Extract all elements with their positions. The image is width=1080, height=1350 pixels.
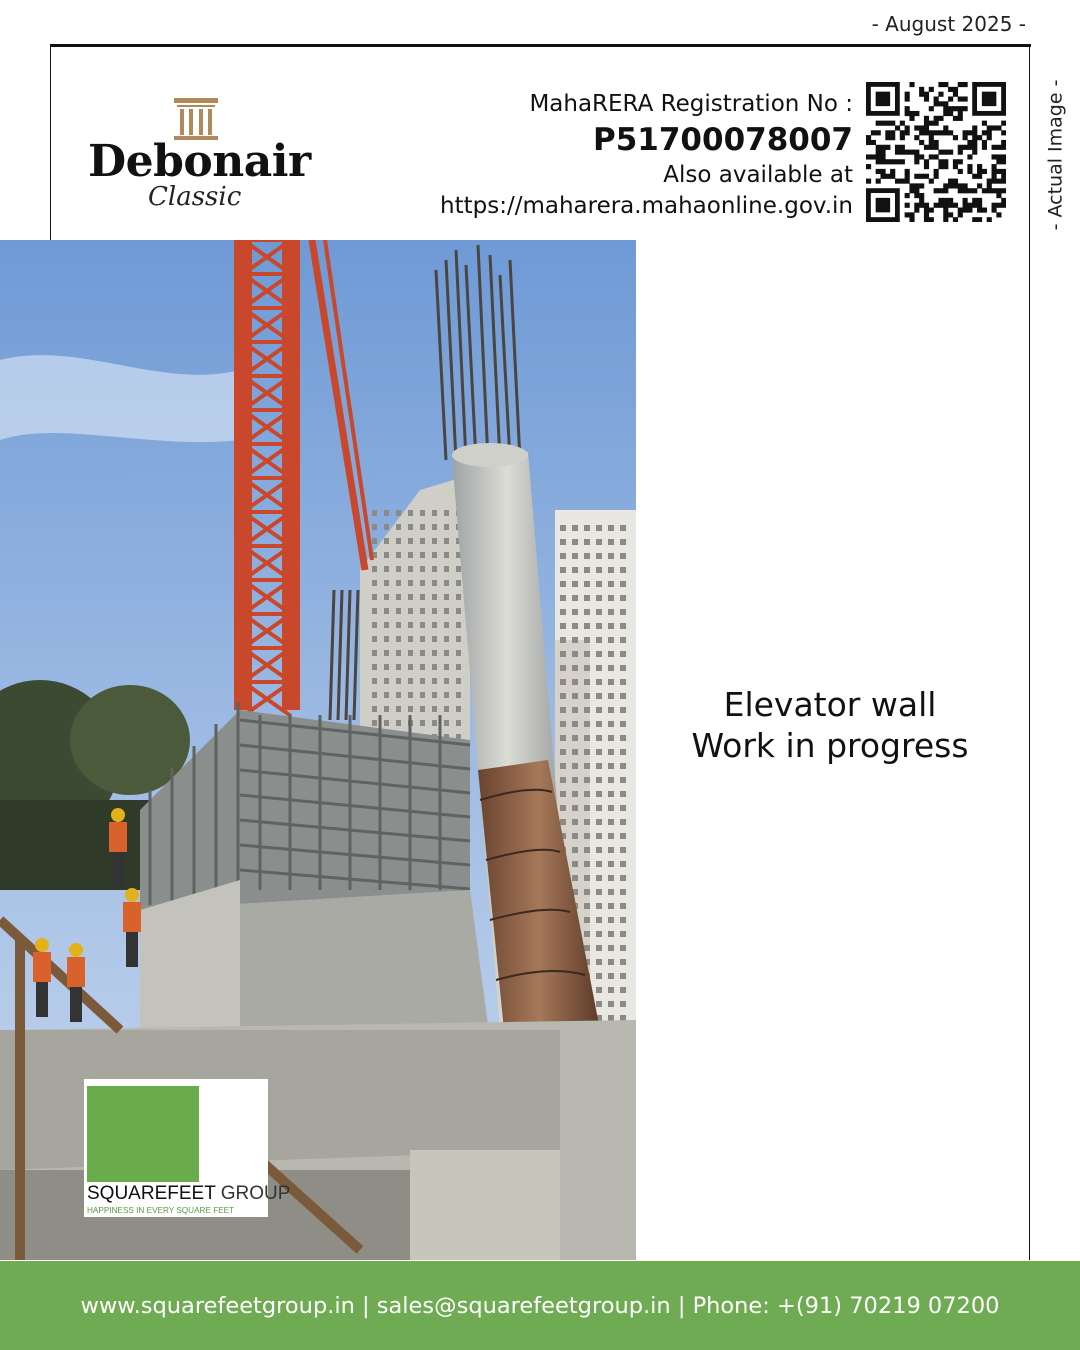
caption [660,684,1000,766]
logo-brand-text: Debonair [88,136,311,187]
rera-url[interactable]: https://maharera.mahaonline.gov.in [440,193,853,219]
company-name-part2: GROUP [220,1183,291,1204]
qr-code-icon[interactable] [866,82,1006,222]
frame-top-border [50,44,1031,47]
debonair-classic-logo [88,96,311,226]
company-name [87,1183,290,1205]
date-label: - August 2025 - [871,12,1026,36]
logo-green-square [87,1086,199,1182]
caption-line1: Elevator wall [723,685,937,724]
actual-image-text: - Actual Image - [1044,79,1067,231]
actual-image-label [1040,70,1070,240]
company-name-part1: SQUAREFEET [87,1183,216,1204]
rera-available: Also available at [663,162,853,188]
logo-sub-text: Classic [148,182,242,212]
footer-contact[interactable]: www.squarefeetgroup.in | sales@squarefeetgroup.in | Phone: +(91) 70219 07200 [80,1292,1000,1319]
squarefeet-logo [84,1079,291,1217]
company-tagline: HAPPINESS IN EVERY SQUARE FEET [87,1206,235,1215]
footer-bar [0,1261,1080,1350]
caption-line2: Work in progress [691,726,969,765]
frame-right-border [1029,44,1030,1260]
rera-info [440,88,853,222]
rera-label: MahaRERA Registration No : [529,91,853,117]
rera-number: P51700078007 [593,122,853,158]
